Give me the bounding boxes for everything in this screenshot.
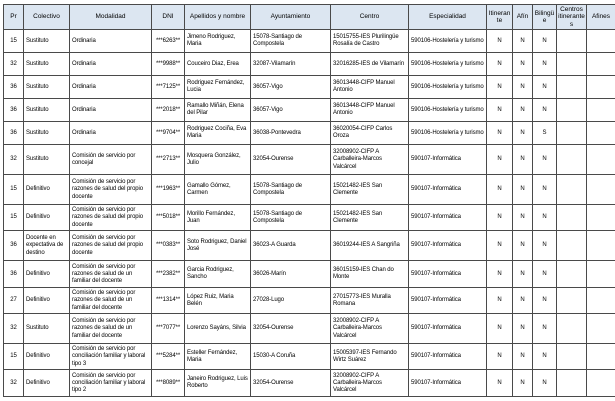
cell-especialidad: 590106-Hostelería y turismo [409, 53, 487, 76]
table-row [4, 314, 615, 344]
cell-colectivo: Definitivo [24, 344, 70, 370]
cell-afin: N [513, 370, 533, 397]
cell-dni: ***2018** [152, 99, 185, 122]
cell-modalidad: Comisión de servicio por razones de salud del propio docente [70, 205, 152, 231]
cell-modalidad: Ordinaria [70, 99, 152, 122]
cell-itinerante: N [487, 30, 513, 53]
cell-ayuntamiento: 32087-Vilamarín [251, 53, 331, 76]
cell-afin: N [513, 261, 533, 288]
cell-afines [587, 30, 615, 53]
cell-itinerante: N [487, 370, 513, 397]
cell-ayuntamiento: 36057-Vigo [251, 76, 331, 99]
cell-afines [587, 261, 615, 288]
cell-centro: 32008902-CIFP A Carballeira-Marcos Valcárcel [331, 370, 409, 397]
cell-ayuntamiento: 36023-A Guarda [251, 231, 331, 261]
table-body [4, 30, 615, 397]
cell-colectivo: Docente en expectativa de destino [24, 231, 70, 261]
table-row [4, 122, 615, 145]
cell-nombre: Soto Rodriguez, Daniel José [185, 231, 251, 261]
cell-ayuntamiento: 15078-Santiago de Compostela [251, 30, 331, 53]
column-header-especialidad: Especialidad [409, 5, 487, 30]
cell-colectivo: Definitivo [24, 261, 70, 288]
cell-dni: ***1963** [152, 175, 185, 205]
cell-afin: N [513, 145, 533, 175]
cell-afin: N [513, 99, 533, 122]
cell-nombre: Janeiro Rodriguez, Luis Roberto [185, 370, 251, 397]
cell-centros-itinerantes [557, 205, 587, 231]
cell-centro: 36013448-CIFP Manuel Antonio [331, 99, 409, 122]
cell-afin: N [513, 344, 533, 370]
cell-centros-itinerantes [557, 288, 587, 314]
cell-modalidad: Comisión de servicio por conciliación familiar y laboral tipo 2 [70, 370, 152, 397]
column-header-pr: Pr [4, 5, 24, 30]
cell-itinerante: N [487, 53, 513, 76]
cell-colectivo: Definitivo [24, 288, 70, 314]
cell-afines [587, 231, 615, 261]
cell-colectivo: Sustituto [24, 122, 70, 145]
cell-ayuntamiento: 36038-Pontevedra [251, 122, 331, 145]
cell-dni: ***5018** [152, 205, 185, 231]
cell-pr: 27 [4, 288, 24, 314]
cell-centros-itinerantes [557, 344, 587, 370]
cell-nombre: Rodriguez Cociña, Eva Maria [185, 122, 251, 145]
cell-especialidad: 590106-Hostelería y turismo [409, 122, 487, 145]
cell-nombre: Couceiro Diaz, Erea [185, 53, 251, 76]
cell-centros-itinerantes [557, 231, 587, 261]
cell-pr: 36 [4, 76, 24, 99]
column-header-modalidad: Modalidad [70, 5, 152, 30]
cell-dni: ***6263** [152, 30, 185, 53]
cell-nombre: Lorenzo Sayáns, Silvia [185, 314, 251, 344]
cell-bilingue: N [533, 314, 557, 344]
cell-bilingue: N [533, 30, 557, 53]
table-row [4, 145, 615, 175]
cell-afines [587, 99, 615, 122]
cell-nombre: Gamallo Gómez, Carmen [185, 175, 251, 205]
cell-especialidad: 590107-Informática [409, 370, 487, 397]
column-header-bilingue: Bilingüe [533, 5, 557, 30]
cell-centros-itinerantes [557, 122, 587, 145]
cell-centro: 32016285-IES de Vilamarín [331, 53, 409, 76]
cell-especialidad: 590106-Hostelería y turismo [409, 99, 487, 122]
cell-colectivo: Sustituto [24, 53, 70, 76]
cell-afines [587, 370, 615, 397]
cell-colectivo: Sustituto [24, 76, 70, 99]
cell-especialidad: 590107-Informática [409, 175, 487, 205]
cell-ayuntamiento: 36057-Vigo [251, 99, 331, 122]
column-header-apellidos-y-nombre: Apellidos y nombre [185, 5, 251, 30]
cell-dni: ***0383** [152, 231, 185, 261]
cell-ayuntamiento: 27028-Lugo [251, 288, 331, 314]
cell-dni: ***7077** [152, 314, 185, 344]
cell-modalidad: Comisión de servicio por razones de salud de un familiar del docente [70, 288, 152, 314]
cell-bilingue: S [533, 122, 557, 145]
cell-modalidad: Comisión de servicio por razones de salud del propio docente [70, 175, 152, 205]
cell-ayuntamiento: 15030-A Coruña [251, 344, 331, 370]
cell-modalidad: Ordinaria [70, 122, 152, 145]
cell-itinerante: N [487, 261, 513, 288]
cell-pr: 32 [4, 53, 24, 76]
cell-modalidad: Ordinaria [70, 76, 152, 99]
cell-modalidad: Comisión de servicio por razones de salud del propio docente [70, 231, 152, 261]
cell-ayuntamiento: 15078-Santiago de Compostela [251, 205, 331, 231]
cell-bilingue: N [533, 344, 557, 370]
cell-dni: ***5284** [152, 344, 185, 370]
cell-centros-itinerantes [557, 99, 587, 122]
table-row [4, 231, 615, 261]
cell-itinerante: N [487, 145, 513, 175]
cell-afines [587, 76, 615, 99]
cell-nombre: Ramallo Miñán, Elena del Pilar [185, 99, 251, 122]
cell-centros-itinerantes [557, 76, 587, 99]
table-row [4, 99, 615, 122]
cell-nombre: López Ruiz, Maria Belén [185, 288, 251, 314]
cell-bilingue: N [533, 145, 557, 175]
cell-centros-itinerantes [557, 30, 587, 53]
cell-colectivo: Sustituto [24, 145, 70, 175]
table-row [4, 53, 615, 76]
cell-especialidad: 590107-Informática [409, 344, 487, 370]
cell-centros-itinerantes [557, 370, 587, 397]
cell-modalidad: Ordinaria [70, 53, 152, 76]
assignments-table [3, 4, 615, 397]
cell-itinerante: N [487, 344, 513, 370]
cell-centros-itinerantes [557, 145, 587, 175]
table-row [4, 175, 615, 205]
cell-dni: ***1314** [152, 288, 185, 314]
table-row [4, 30, 615, 53]
cell-centro: 27015773-IES Muralla Romana [331, 288, 409, 314]
cell-pr: 15 [4, 205, 24, 231]
cell-afines [587, 122, 615, 145]
cell-modalidad: Comisión de servicio por razones de salud de un familiar del docente [70, 314, 152, 344]
cell-itinerante: N [487, 76, 513, 99]
cell-ayuntamiento: 32054-Ourense [251, 145, 331, 175]
cell-itinerante: N [487, 288, 513, 314]
cell-centros-itinerantes [557, 261, 587, 288]
cell-nombre: Mosquera González, Julio [185, 145, 251, 175]
cell-bilingue: N [533, 261, 557, 288]
cell-modalidad: Comisión de servicio por concejal [70, 145, 152, 175]
cell-dni: ***2713** [152, 145, 185, 175]
cell-afines [587, 175, 615, 205]
cell-dni: ***2382** [152, 261, 185, 288]
column-header-afines: Afines [587, 5, 615, 30]
cell-modalidad: Ordinaria [70, 30, 152, 53]
cell-centros-itinerantes [557, 53, 587, 76]
cell-afin: N [513, 30, 533, 53]
cell-afines [587, 53, 615, 76]
cell-pr: 15 [4, 30, 24, 53]
cell-colectivo: Definitivo [24, 175, 70, 205]
cell-afin: N [513, 288, 533, 314]
table-row [4, 76, 615, 99]
column-header-ayuntamiento: Ayuntamiento [251, 5, 331, 30]
cell-afin: N [513, 231, 533, 261]
table-row [4, 370, 615, 397]
header-row [4, 5, 615, 30]
cell-centro: 36020054-CIFP Carlos Oroza [331, 122, 409, 145]
cell-ayuntamiento: 32054-Ourense [251, 370, 331, 397]
cell-centro: 36019244-IES A Sangriña [331, 231, 409, 261]
cell-bilingue: N [533, 231, 557, 261]
cell-pr: 36 [4, 231, 24, 261]
cell-pr: 32 [4, 314, 24, 344]
cell-itinerante: N [487, 231, 513, 261]
cell-dni: ***9704** [152, 122, 185, 145]
column-header-centro: Centro [331, 5, 409, 30]
cell-centro: 32008902-CIFP A Carballeira-Marcos Valcárcel [331, 145, 409, 175]
column-header-centros-itinerantes: Centros itinerantes [558, 6, 585, 28]
cell-bilingue: N [533, 76, 557, 99]
cell-centros-itinerantes [557, 175, 587, 205]
cell-modalidad: Comisión de servicio por conciliación familiar y laboral tipo 3 [70, 344, 152, 370]
cell-bilingue: N [533, 288, 557, 314]
cell-colectivo: Definitivo [24, 370, 70, 397]
cell-afines [587, 288, 615, 314]
cell-bilingue: N [533, 370, 557, 397]
cell-pr: 15 [4, 344, 24, 370]
column-header-dni: DNI [152, 5, 185, 30]
column-header-itinerante: Itinerante [487, 5, 513, 30]
cell-afin: N [513, 122, 533, 145]
cell-especialidad: 590106-Hostelería y turismo [409, 76, 487, 99]
cell-itinerante: N [487, 205, 513, 231]
cell-centro: 36015159-IES Chan do Monte [331, 261, 409, 288]
column-header-colectivo: Colectivo [24, 5, 70, 30]
cell-dni: ***7125** [152, 76, 185, 99]
cell-bilingue: N [533, 205, 557, 231]
cell-centro: 15021482-IES San Clemente [331, 205, 409, 231]
cell-bilingue: N [533, 175, 557, 205]
cell-centros-itinerantes [557, 314, 587, 344]
cell-afines [587, 145, 615, 175]
cell-centro: 15021482-IES San Clemente [331, 175, 409, 205]
cell-afines [587, 205, 615, 231]
cell-especialidad: 590107-Informática [409, 314, 487, 344]
table-row [4, 344, 615, 370]
cell-especialidad: 590107-Informática [409, 288, 487, 314]
cell-nombre: Garcia Rodriguez, Sancho [185, 261, 251, 288]
cell-afin: N [513, 205, 533, 231]
cell-nombre: Jimeno Rodriguez, Maria [185, 30, 251, 53]
table-row [4, 261, 615, 288]
cell-especialidad: 590107-Informática [409, 231, 487, 261]
cell-nombre: Rodriguez Fernández, Lucia [185, 76, 251, 99]
cell-especialidad: 590107-Informática [409, 145, 487, 175]
cell-afines [587, 314, 615, 344]
cell-especialidad: 590107-Informática [409, 205, 487, 231]
cell-itinerante: N [487, 122, 513, 145]
cell-colectivo: Sustituto [24, 30, 70, 53]
cell-bilingue: N [533, 53, 557, 76]
cell-pr: 36 [4, 122, 24, 145]
cell-colectivo: Sustituto [24, 99, 70, 122]
cell-itinerante: N [487, 99, 513, 122]
cell-itinerante: N [487, 314, 513, 344]
cell-pr: 32 [4, 145, 24, 175]
table-row [4, 205, 615, 231]
cell-pr: 36 [4, 99, 24, 122]
cell-pr: 32 [4, 370, 24, 397]
cell-nombre: Esteller Fernández, Maria [185, 344, 251, 370]
cell-centro: 36013448-CIFP Manuel Antonio [331, 76, 409, 99]
column-header-afin: Afín [513, 5, 533, 30]
cell-dni: ***9988** [152, 53, 185, 76]
cell-colectivo: Definitivo [24, 205, 70, 231]
cell-ayuntamiento: 36026-Marín [251, 261, 331, 288]
cell-pr: 15 [4, 175, 24, 205]
cell-especialidad: 590106-Hostelería y turismo [409, 30, 487, 53]
cell-bilingue: N [533, 99, 557, 122]
cell-afin: N [513, 53, 533, 76]
cell-afin: N [513, 175, 533, 205]
cell-ayuntamiento: 32054-Ourense [251, 314, 331, 344]
cell-pr: 36 [4, 261, 24, 288]
cell-afin: N [513, 314, 533, 344]
cell-centro: 32008902-CIFP A Carballeira-Marcos Valcárcel [331, 314, 409, 344]
cell-colectivo: Sustituto [24, 314, 70, 344]
table-row [4, 288, 615, 314]
cell-centro: 15005397-IES Fernando Wirtz Suárez [331, 344, 409, 370]
cell-ayuntamiento: 15078-Santiago de Compostela [251, 175, 331, 205]
cell-afines [587, 344, 615, 370]
cell-especialidad: 590107-Informática [409, 261, 487, 288]
cell-modalidad: Comisión de servicio por razones de salud de un familiar del docente [70, 261, 152, 288]
cell-dni: ***8089** [152, 370, 185, 397]
cell-centro: 15015755-IES Plurilingüe Rosalía de Castro [331, 30, 409, 53]
cell-afin: N [513, 76, 533, 99]
cell-itinerante: N [487, 175, 513, 205]
cell-nombre: Morillo Fernández, Juan [185, 205, 251, 231]
